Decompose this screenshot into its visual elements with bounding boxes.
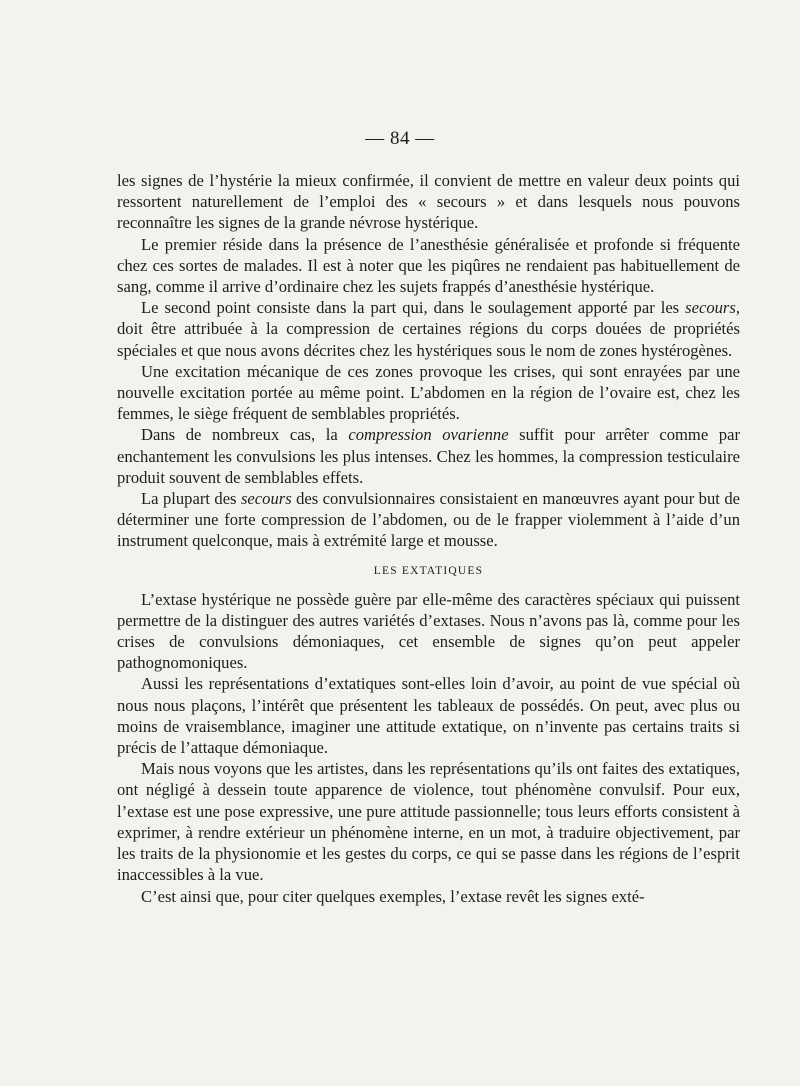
paragraph-text: Le second point consiste dans la part qui, dans le soulagement apporté par les	[141, 298, 686, 318]
paragraph	[117, 424, 740, 488]
paragraph-text: L’extase hystérique ne possède guère par elle-même des caractères spéciaux qui puissent permettre de la distinguer des autres variétés d’extases. Nous n’avons pas là, comme pour les crises de convulsions démoniaques, cet ensemble de signes qu’on peut appeler pathognomoniques.	[117, 589, 740, 673]
paragraph-text: des convulsionnaires consistaient en manœuvres ayant pour but de déterminer une forte compression de l’abdomen, ou de le frapper violemment à l’aide d’un instrument quelconque, mais à extrémité large et mousse.	[117, 489, 740, 551]
paragraphs-before-heading	[117, 170, 740, 552]
paragraph-text: , doit être attribuée à la compression de certaines régions du corps douées de propriétés spéciales et que nous avons décrites chez les hystériques sous le nom de zones hystérogènes.	[117, 298, 740, 360]
paragraph	[117, 886, 740, 907]
paragraph	[117, 234, 740, 298]
paragraph-text: Mais nous voyons que les artistes, dans les représentations qu’ils ont faites des extatiques, ont négligé à dessein toute apparence de violence, tout phénomène convulsif. Pour eux, l’extase est une pose expressive, une pure attitude passionnelle; tous leurs efforts consistent à exprimer, à rendre extérieur un phénomène interne, en un mot, à traduire objectivement, par les traits de la physionomie et les gestes du corps, ce qui se passe dans les régions de l’esprit inaccessibles à la vue.	[117, 759, 740, 885]
paragraph-text: Dans de nombreux cas, la	[141, 425, 349, 445]
page-number: — 84 —	[365, 128, 435, 149]
italic-text: secours	[240, 489, 292, 509]
paragraph-text: Une excitation mécanique de ces zones provoque les crises, qui sont enrayées par une nouvelle excitation portée au même point. L’abdomen en la région de l’ovaire est, chez les femmes, le siège fréquent de semblables propriétés.	[117, 361, 740, 424]
section-heading: LES EXTATIQUES	[373, 564, 484, 577]
paragraph-text: La plupart des	[141, 489, 241, 509]
paragraph-text: Le premier réside dans la présence de l’anesthésie généralisée et profonde si fréquente chez ces sortes de malades. Il est à noter que les piqûres ne rendaient pas habituellement de sang, comme il arrive d’ordinaire chez les sujets frappés d’anesthésie hystérique.	[117, 234, 740, 297]
paragraph-text: suffit pour arrêter comme par enchantement les convulsions les plus intenses. Chez les hommes, la compression testiculaire produit souvent de semblables effets.	[117, 425, 740, 487]
paragraph	[117, 589, 740, 674]
paragraphs-after-heading	[117, 589, 740, 907]
paragraph	[117, 361, 740, 425]
italic-text: secours	[685, 298, 736, 318]
paragraph	[117, 488, 740, 552]
paragraph-text: Aussi les représentations d’extatiques sont-elles loin d’avoir, au point de vue spécial où nous nous plaçons, l’intérêt que présentent les tableaux de possédés. On peut, avec plus ou moins de vraisemblance, imaginer une attitude extatique, on n’invente pas certains traits si précis de l’attaque démoniaque.	[117, 674, 740, 758]
paragraph-text: C’est ainsi que, pour citer quelques exemples, l’extase revêt les signes exté-	[141, 886, 645, 906]
body-text	[117, 170, 740, 907]
paragraph	[117, 297, 740, 361]
paragraph	[117, 170, 740, 234]
paragraph-text: les signes de l’hystérie la mieux confirmée, il convient de mettre en valeur deux points qui ressortent naturellement de l’emploi des « secours » et dans lesquels nous pouvons reconnaître les signes de la grande névrose hystérique.	[117, 171, 740, 233]
italic-text: compression ovarienne	[348, 425, 509, 445]
paragraph	[117, 758, 740, 885]
paragraph	[117, 673, 740, 758]
